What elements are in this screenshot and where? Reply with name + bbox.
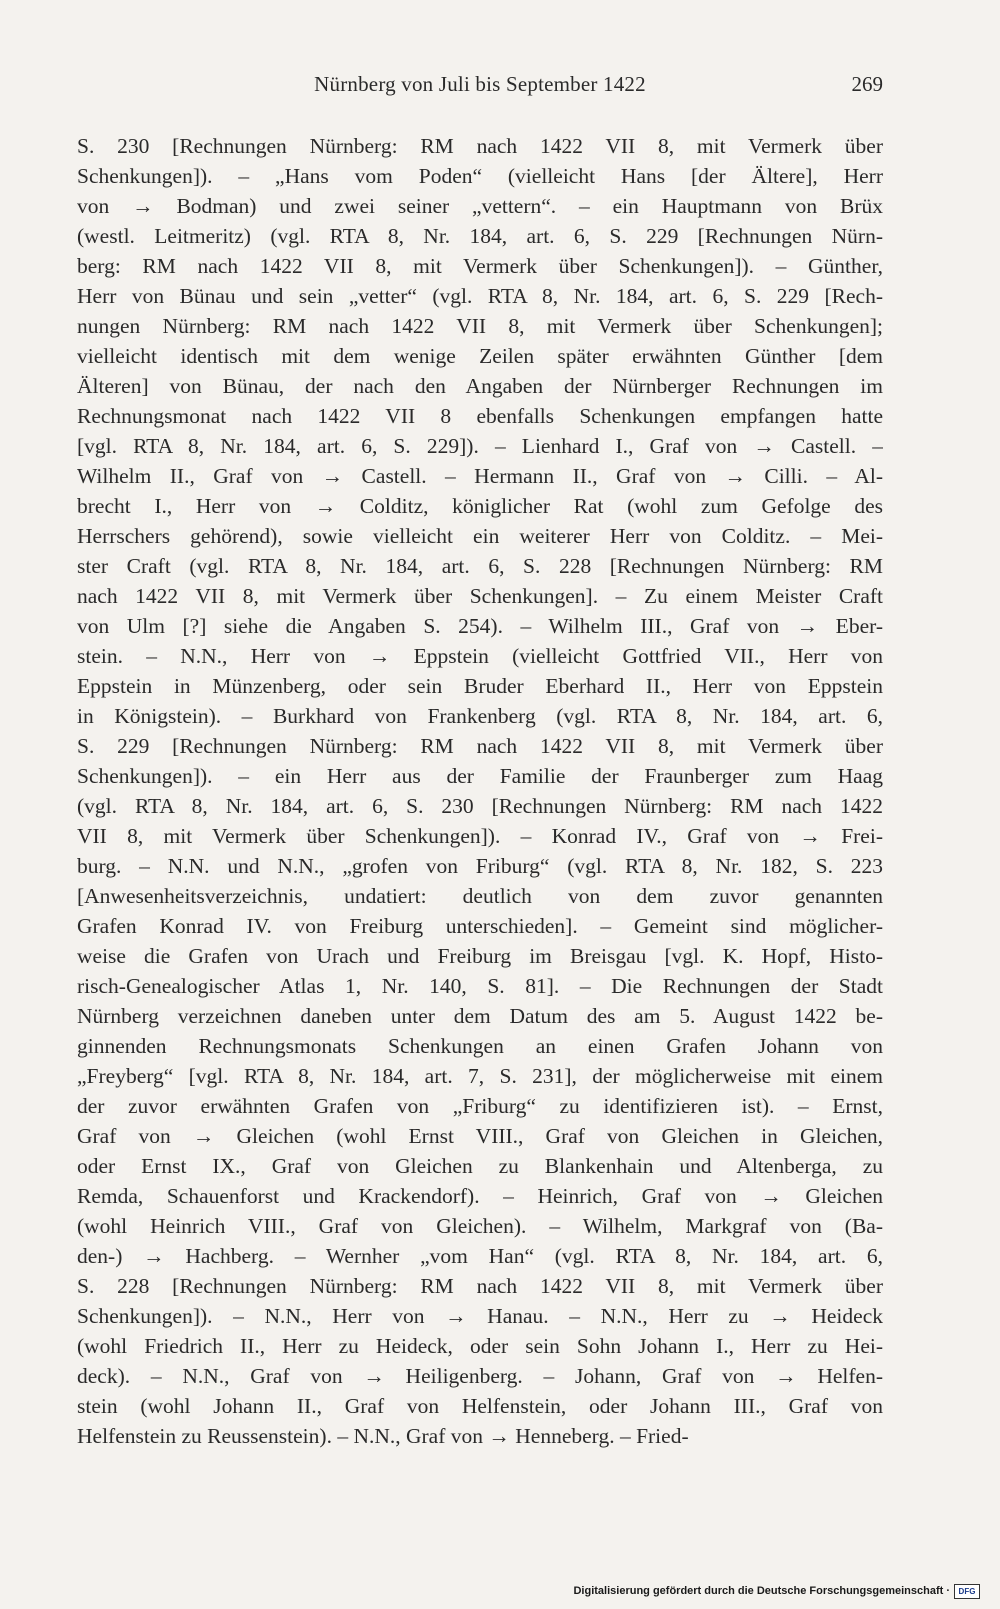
running-title: Nürnberg von Juli bis September 1422	[314, 72, 646, 96]
text-line: S. 228 [Rechnungen Nürnberg: RM nach 1422 VII 8, mit Vermerk über	[77, 1274, 883, 1298]
text-line: Helfenstein zu Reussenstein). – N.N., Graf von → Henneberg. – Fried-	[77, 1424, 689, 1448]
text-line: nungen Nürnberg: RM nach 1422 VII 8, mit Vermerk über Schenkungen];	[77, 314, 883, 338]
text-line: „Freyberg“ [vgl. RTA 8, Nr. 184, art. 7, S. 231], der möglicherweise mit einem	[77, 1064, 883, 1088]
text-line: oder Ernst IX., Graf von Gleichen zu Blankenhain und Altenberga, zu	[77, 1154, 883, 1178]
text-line: VII 8, mit Vermerk über Schenkungen]). – Konrad IV., Graf von → Frei-	[77, 824, 883, 848]
text-line: deck). – N.N., Graf von → Heiligenberg. – Johann, Graf von → Helfen-	[77, 1364, 883, 1388]
body-text	[77, 131, 883, 1451]
text-line: vielleicht identisch mit dem wenige Zeilen später erwähnten Günther [dem	[77, 344, 883, 368]
text-line: [vgl. RTA 8, Nr. 184, art. 6, S. 229]). – Lienhard I., Graf von → Castell. –	[77, 434, 883, 458]
text-line: stein (wohl Johann II., Graf von Helfenstein, oder Johann III., Graf von	[77, 1394, 883, 1418]
credit-text: Digitalisierung gefördert durch die Deutsche Forschungsgemeinschaft ·	[573, 1585, 950, 1597]
text-line: ginnenden Rechnungsmonats Schenkungen an einen Grafen Johann von	[77, 1034, 883, 1058]
text-line: weise die Grafen von Urach und Freiburg im Breisgau [vgl. K. Hopf, Histo-	[77, 944, 883, 968]
text-line: (westl. Leitmeritz) (vgl. RTA 8, Nr. 184, art. 6, S. 229 [Rechnungen Nürn-	[77, 224, 883, 248]
text-line: Eppstein in Münzenberg, oder sein Bruder Eberhard II., Herr von Eppstein	[77, 674, 883, 698]
text-line: risch-Genealogischer Atlas 1, Nr. 140, S. 81]. – Die Rechnungen der Stadt	[77, 974, 883, 998]
text-line: S. 229 [Rechnungen Nürnberg: RM nach 1422 VII 8, mit Vermerk über	[77, 734, 883, 758]
text-line: (vgl. RTA 8, Nr. 184, art. 6, S. 230 [Rechnungen Nürnberg: RM nach 1422	[77, 794, 883, 818]
text-line: den-) → Hachberg. – Wernher „vom Han“ (vgl. RTA 8, Nr. 184, art. 6,	[77, 1244, 883, 1268]
text-line: Rechnungsmonat nach 1422 VII 8 ebenfalls Schenkungen empfangen hatte	[77, 404, 883, 428]
text-line: in Königstein). – Burkhard von Frankenberg (vgl. RTA 8, Nr. 184, art. 6,	[77, 704, 883, 728]
text-line: burg. – N.N. und N.N., „grofen von Friburg“ (vgl. RTA 8, Nr. 182, S. 223	[77, 854, 883, 878]
page-number: 269	[851, 72, 883, 96]
text-line: Schenkungen]). – ein Herr aus der Familie der Fraunberger zum Haag	[77, 764, 883, 788]
text-line: Graf von → Gleichen (wohl Ernst VIII., Graf von Gleichen in Gleichen,	[77, 1124, 883, 1148]
text-line: Grafen Konrad IV. von Freiburg unterschieden]. – Gemeint sind möglicher-	[77, 914, 883, 938]
dfg-logo: DFG	[954, 1584, 980, 1599]
text-line: stein. – N.N., Herr von → Eppstein (vielleicht Gottfried VII., Herr von	[77, 644, 883, 668]
text-line: Herr von Bünau und sein „vetter“ (vgl. RTA 8, Nr. 184, art. 6, S. 229 [Rech-	[77, 284, 883, 308]
text-line: nach 1422 VII 8, mit Vermerk über Schenkungen]. – Zu einem Meister Craft	[77, 584, 883, 608]
text-line: Älteren] von Bünau, der nach den Angaben der Nürnberger Rechnungen im	[77, 374, 883, 398]
text-line: Remda, Schauenforst und Krackendorf). – Heinrich, Graf von → Gleichen	[77, 1184, 883, 1208]
text-line: Nürnberg verzeichnen daneben unter dem Datum des am 5. August 1422 be-	[77, 1004, 883, 1028]
text-line: S. 230 [Rechnungen Nürnberg: RM nach 1422 VII 8, mit Vermerk über	[77, 134, 883, 158]
text-line: (wohl Heinrich VIII., Graf von Gleichen). – Wilhelm, Markgraf von (Ba-	[77, 1214, 883, 1238]
text-line: Schenkungen]). – „Hans vom Poden“ (vielleicht Hans [der Ältere], Herr	[77, 164, 883, 188]
text-line: Wilhelm II., Graf von → Castell. – Hermann II., Graf von → Cilli. – Al-	[77, 464, 883, 488]
text-line: (wohl Friedrich II., Herr zu Heideck, oder sein Sohn Johann I., Herr zu Hei-	[77, 1334, 883, 1358]
text-line: berg: RM nach 1422 VII 8, mit Vermerk über Schenkungen]). – Günther,	[77, 254, 883, 278]
digitization-credit	[573, 1582, 980, 1600]
text-line: [Anwesenheitsverzeichnis, undatiert: deutlich von dem zuvor genannten	[77, 884, 883, 908]
text-line: ster Craft (vgl. RTA 8, Nr. 184, art. 6, S. 228 [Rechnungen Nürnberg: RM	[77, 554, 883, 578]
text-line: Herrschers gehörend), sowie vielleicht ein weiterer Herr von Colditz. – Mei-	[77, 524, 883, 548]
text-line: brecht I., Herr von → Colditz, königlicher Rat (wohl zum Gefolge des	[77, 494, 883, 518]
text-line: der zuvor erwähnten Grafen von „Friburg“ zu identifizieren ist). – Ernst,	[77, 1094, 883, 1118]
page-header	[77, 72, 883, 108]
text-line: von → Bodman) und zwei seiner „vettern“. – ein Hauptmann von Brüx	[77, 194, 883, 218]
text-line: von Ulm [?] siehe die Angaben S. 254). – Wilhelm III., Graf von → Eber-	[77, 614, 883, 638]
text-line: Schenkungen]). – N.N., Herr von → Hanau. – N.N., Herr zu → Heideck	[77, 1304, 883, 1328]
